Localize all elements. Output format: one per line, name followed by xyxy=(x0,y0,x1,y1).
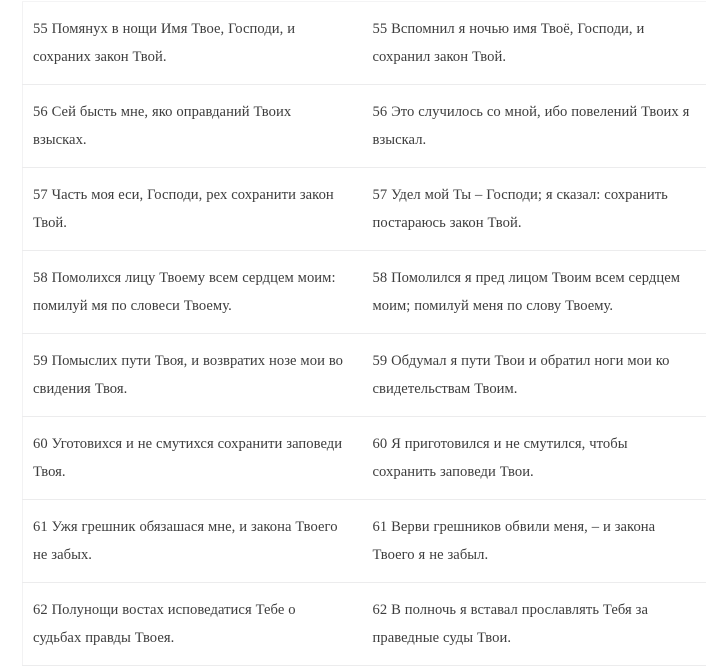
verse-text-russian: 58 Помолился я пред лицом Твоим всем сердцем моим; помилуй меня по слову Твоему. xyxy=(372,270,681,314)
verse-table-body xyxy=(23,2,706,666)
verse-cell-slavonic xyxy=(23,251,363,334)
verse-text-slavonic: 59 Помыслих пути Твоя, и возвратих нозе мои во свидения Твоя. xyxy=(33,353,344,397)
verse-comparison-table xyxy=(22,1,706,666)
verse-cell-slavonic xyxy=(23,334,363,417)
verse-text-russian: 62 В полночь я вставал прославлять Тебя за праведные суды Твои. xyxy=(372,602,648,646)
table-row xyxy=(23,251,706,334)
verse-cell-russian xyxy=(363,251,706,334)
verse-cell-slavonic xyxy=(23,583,363,666)
verse-cell-russian xyxy=(363,417,706,500)
verse-cell-slavonic xyxy=(23,168,363,251)
verse-cell-slavonic xyxy=(23,417,363,500)
verse-cell-russian xyxy=(363,2,706,85)
verse-text-russian: 61 Верви грешников обвили меня, – и закона Твоего я не забыл. xyxy=(372,519,656,563)
verse-cell-russian xyxy=(363,168,706,251)
verse-text-russian: 59 Обдумал я пути Твои и обратил ноги мои ко свидетельствам Твоим. xyxy=(372,353,670,397)
verse-text-russian: 60 Я приготовился и не смутился, чтобы сохранить заповеди Твои. xyxy=(372,436,628,480)
table-row xyxy=(23,2,706,85)
verse-text-russian: 57 Удел мой Ты – Господи; я сказал: сохранить постараюсь закон Твой. xyxy=(372,187,668,231)
table-row xyxy=(23,168,706,251)
table-row xyxy=(23,334,706,417)
verse-cell-slavonic xyxy=(23,85,363,168)
verse-text-slavonic: 61 Ужя грешник обязашася мне, и закона Твоего не забых. xyxy=(33,519,338,563)
verse-cell-russian xyxy=(363,500,706,583)
verse-cell-russian xyxy=(363,334,706,417)
verse-text-slavonic: 58 Помолихся лицу Твоему всем сердцем моим: помилуй мя по словеси Твоему. xyxy=(33,270,336,314)
table-row xyxy=(23,417,706,500)
table-row xyxy=(23,500,706,583)
verse-text-slavonic: 56 Сей бысть мне, яко оправданий Твоих взысках. xyxy=(33,104,292,148)
verse-cell-russian xyxy=(363,85,706,168)
verse-text-russian: 55 Вспомнил я ночью имя Твоё, Господи, и сохранил закон Твой. xyxy=(372,21,645,65)
table-row xyxy=(23,85,706,168)
table-row xyxy=(23,583,706,666)
verse-text-slavonic: 57 Часть моя еси, Господи, рех сохранити закон Твой. xyxy=(33,187,334,231)
verse-cell-slavonic xyxy=(23,2,363,85)
verse-text-slavonic: 62 Полунощи востах исповедатися Тебе о судьбах правды Твоея. xyxy=(33,602,296,646)
verse-text-slavonic: 55 Помянух в нощи Имя Твое, Господи, и сохраних закон Твой. xyxy=(33,21,296,65)
verse-cell-slavonic xyxy=(23,500,363,583)
verse-cell-russian xyxy=(363,583,706,666)
verse-text-russian: 56 Это случилось со мной, ибо повелений Твоих я взыскал. xyxy=(372,104,690,148)
verse-text-slavonic: 60 Уготовихся и не смутихся сохранити заповеди Твоя. xyxy=(33,436,343,480)
